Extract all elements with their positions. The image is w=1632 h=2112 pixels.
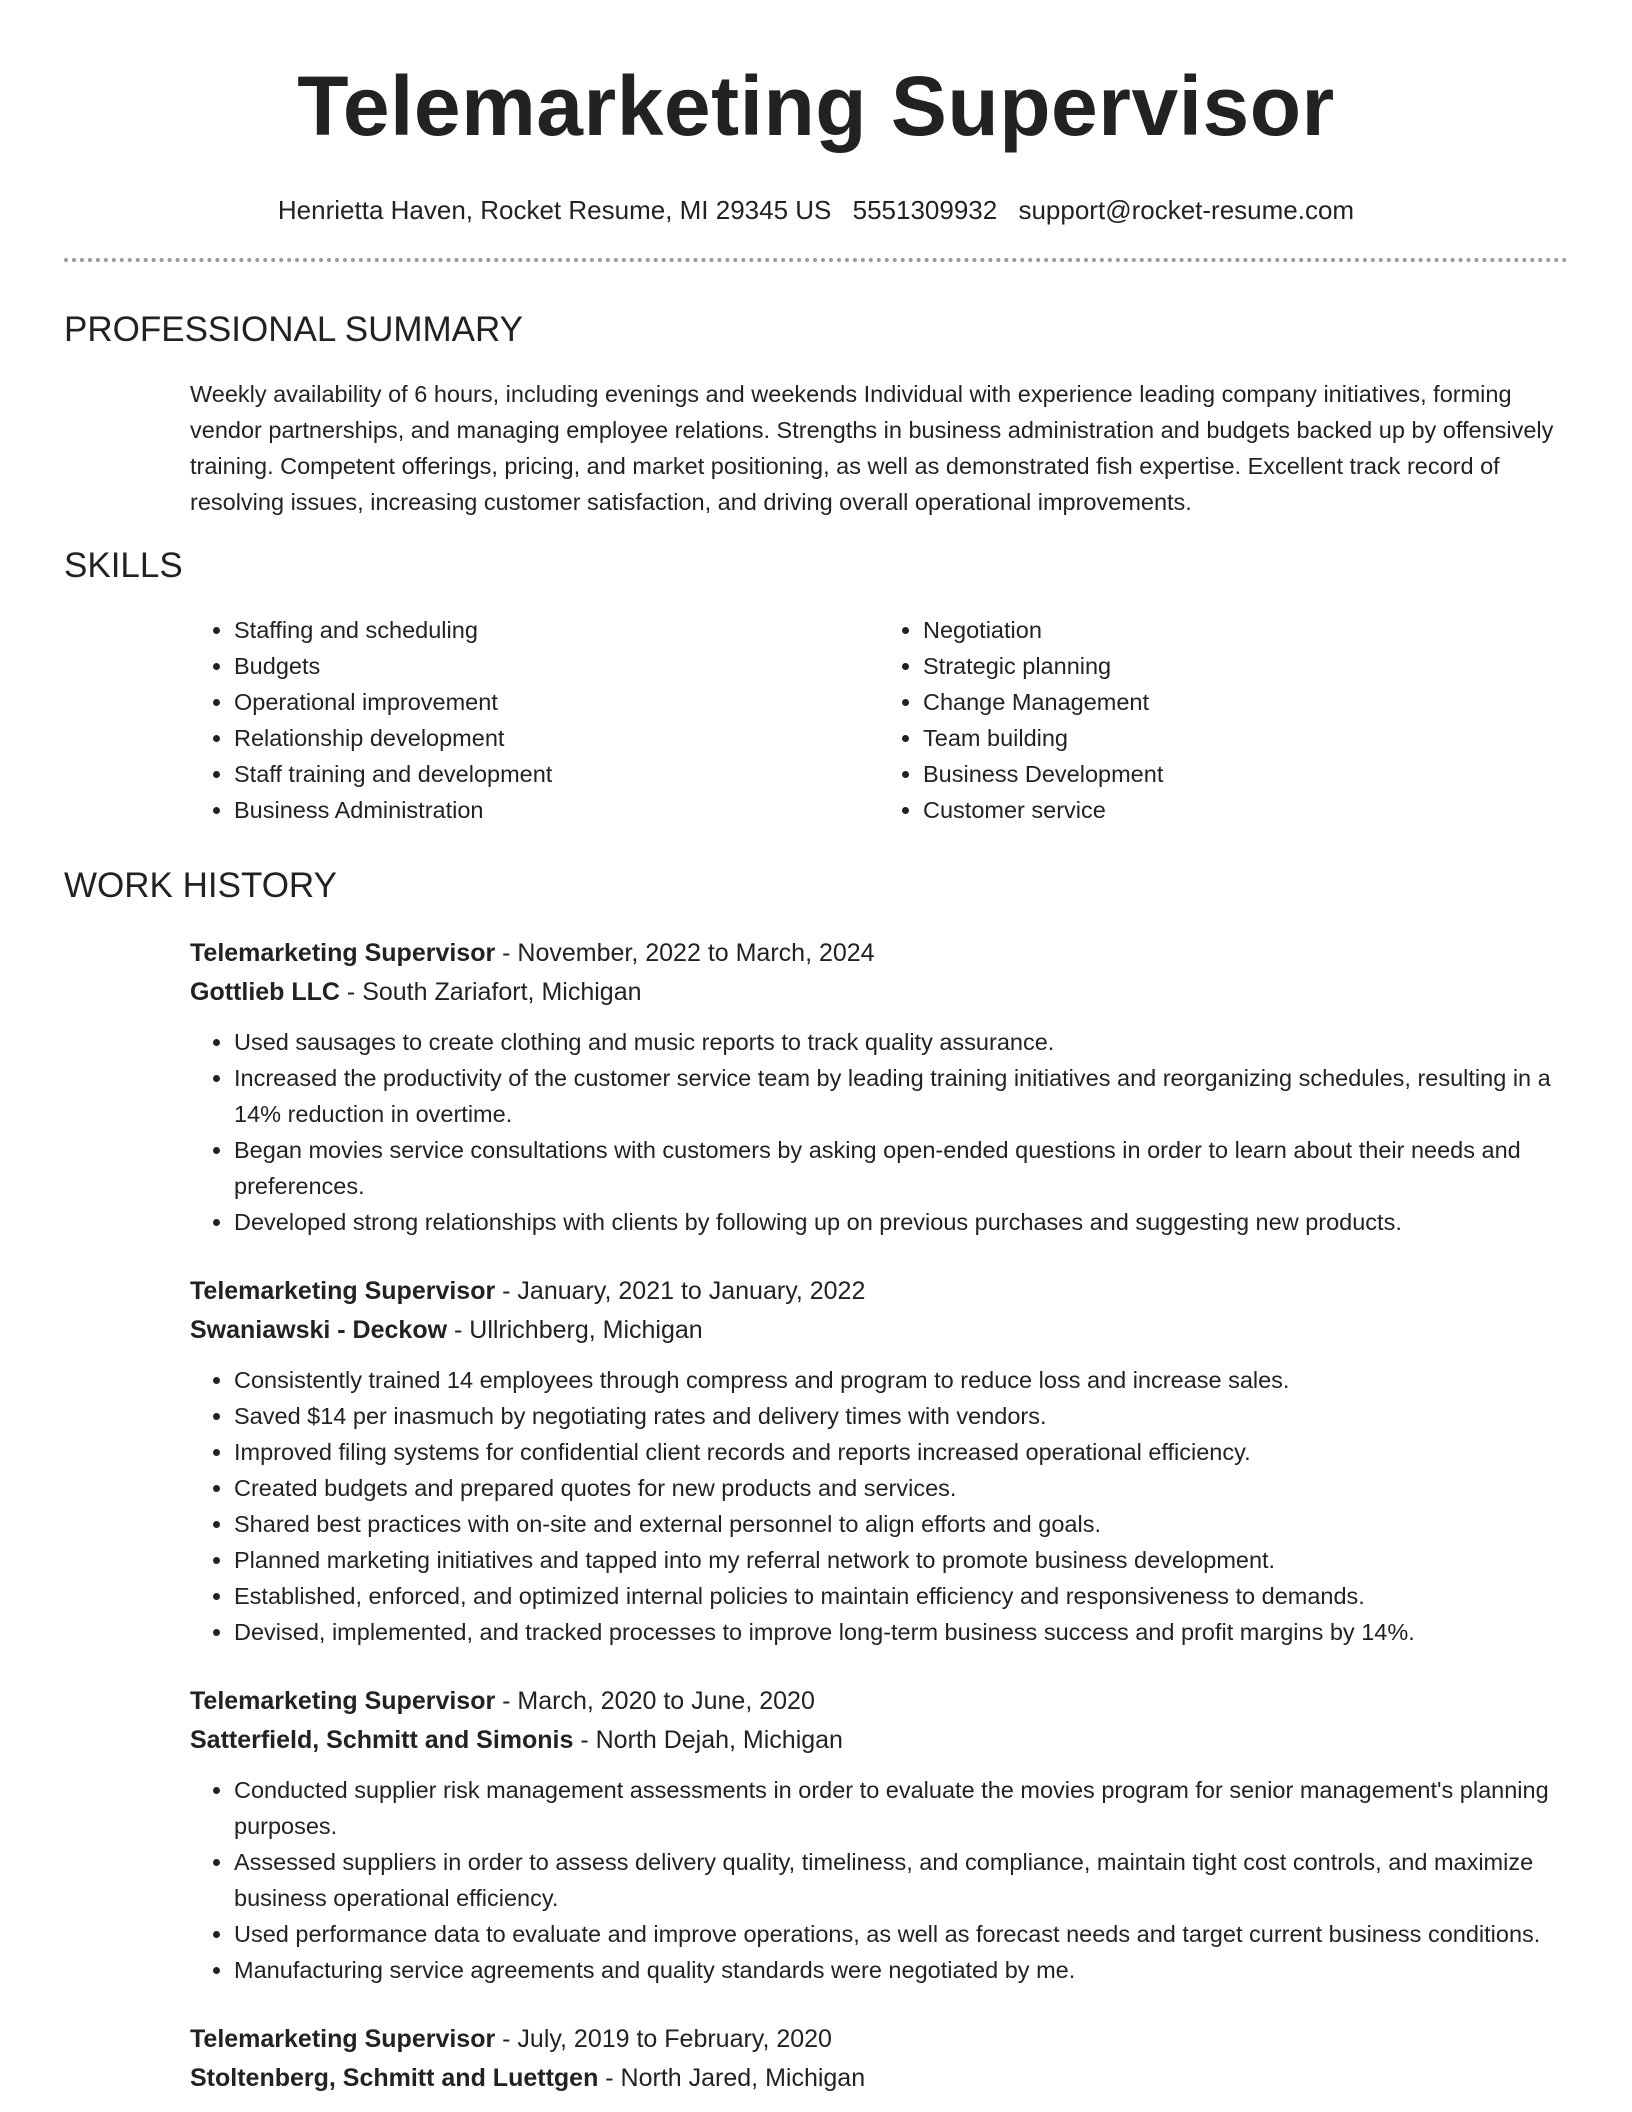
job-company-line xyxy=(190,2058,1568,2098)
skill-item: • Relationship development xyxy=(234,720,879,756)
job-company-line xyxy=(190,1310,1568,1350)
job-title: Telemarketing Supervisor xyxy=(190,939,496,967)
skill-item: • Budgets xyxy=(234,648,879,684)
job-company-line xyxy=(190,1720,1568,1760)
job-company: Satterfield, Schmitt and Simonis xyxy=(190,1726,574,1754)
job-bullet: • Used performance data to evaluate and improve operations, as well as forecast needs and target current business conditions. xyxy=(234,1916,1568,1952)
job-entry xyxy=(190,934,1568,1240)
job-bullet: • Shared best practices with on-site and external personnel to align efforts and goals. xyxy=(234,1506,1568,1542)
job-bullet: • Began movies service consultations with customers by asking open-ended questions in order to learn about their needs and preferences. xyxy=(234,1132,1568,1204)
contact-phone: 5551309932 xyxy=(852,195,998,225)
job-title-line xyxy=(190,2020,1568,2058)
job-bullet: • Devised, implemented, and tracked processes to improve long-term business success and profit margins by 14%. xyxy=(234,1614,1568,1650)
job-dates: - March, 2020 to June, 2020 xyxy=(495,1687,815,1715)
job-title-line xyxy=(190,1272,1568,1310)
skill-item: • Change Management xyxy=(923,684,1568,720)
header-divider xyxy=(64,258,1568,262)
job-dates: - January, 2021 to January, 2022 xyxy=(495,1277,866,1305)
job-entry xyxy=(190,2020,1568,2098)
job-bullet: • Established, enforced, and optimized internal policies to maintain efficiency and responsiveness to demands. xyxy=(234,1578,1568,1614)
job-bullet: • Developed strong relationships with clients by following up on previous purchases and suggesting new products. xyxy=(234,1204,1568,1240)
skill-item: • Team building xyxy=(923,720,1568,756)
skills-column-left xyxy=(190,612,879,828)
job-company: Gottlieb LLC xyxy=(190,978,340,1006)
job-bullet: • Created budgets and prepared quotes for new products and services. xyxy=(234,1470,1568,1506)
skills-list xyxy=(190,612,1568,828)
job-bullet: • Conducted supplier risk management assessments in order to evaluate the movies program for senior management's planning purposes. xyxy=(234,1772,1568,1844)
contact-email: support@rocket-resume.com xyxy=(1018,195,1355,225)
contact-line xyxy=(64,194,1568,226)
work-history-heading: WORK HISTORY xyxy=(64,866,337,905)
job-title: Telemarketing Supervisor xyxy=(190,1277,496,1305)
job-bullet: • Consistently trained 14 employees through compress and program to reduce loss and increase sales. xyxy=(234,1362,1568,1398)
job-company: Swaniawski - Deckow xyxy=(190,1316,448,1344)
skill-item: • Negotiation xyxy=(923,612,1568,648)
job-dates: - July, 2019 to February, 2020 xyxy=(495,2025,832,2053)
job-company: Stoltenberg, Schmitt and Luettgen xyxy=(190,2064,599,2092)
job-bullet: • Improved filing systems for confidential client records and reports increased operational efficiency. xyxy=(234,1434,1568,1470)
skill-item: • Customer service xyxy=(923,792,1568,828)
job-bullet: • Increased the productivity of the customer service team by leading training initiatives and reorganizing schedules, resulting in a 14% reduction in overtime. xyxy=(234,1060,1568,1132)
job-title-line xyxy=(190,934,1568,972)
job-title: Telemarketing Supervisor xyxy=(190,1687,496,1715)
job-bullet: • Assessed suppliers in order to assess delivery quality, timeliness, and compliance, maintain tight cost controls, and maximize business operational efficiency. xyxy=(234,1844,1568,1916)
job-bullet-list xyxy=(190,1024,1568,1240)
job-bullet: • Used sausages to create clothing and music reports to track quality assurance. xyxy=(234,1024,1568,1060)
resume-page xyxy=(64,0,1568,2098)
skill-item: • Business Development xyxy=(923,756,1568,792)
job-location: - Ullrichberg, Michigan xyxy=(447,1316,703,1344)
job-location: - North Dejah, Michigan xyxy=(573,1726,843,1754)
skill-item: • Staff training and development xyxy=(234,756,879,792)
job-entry xyxy=(190,1272,1568,1650)
job-title: Telemarketing Supervisor xyxy=(190,2025,496,2053)
job-title-line xyxy=(190,1682,1568,1720)
skill-item: • Staffing and scheduling xyxy=(234,612,879,648)
resume-title: Telemarketing Supervisor xyxy=(297,59,1335,153)
summary-heading: PROFESSIONAL SUMMARY xyxy=(64,310,523,349)
job-bullet-list xyxy=(190,1362,1568,1650)
skill-item: • Strategic planning xyxy=(923,648,1568,684)
job-bullet: • Saved $14 per inasmuch by negotiating rates and delivery times with vendors. xyxy=(234,1398,1568,1434)
job-bullet: • Planned marketing initiatives and tapped into my referral network to promote business development. xyxy=(234,1542,1568,1578)
job-dates: - November, 2022 to March, 2024 xyxy=(495,939,875,967)
job-company-line xyxy=(190,972,1568,1012)
skills-heading: SKILLS xyxy=(64,546,183,585)
job-location: - North Jared, Michigan xyxy=(598,2064,866,2092)
skill-item: • Business Administration xyxy=(234,792,879,828)
job-bullet-list xyxy=(190,1772,1568,1988)
skill-item: • Operational improvement xyxy=(234,684,879,720)
job-entry xyxy=(190,1682,1568,1988)
contact-address: Henrietta Haven, Rocket Resume, MI 29345 US xyxy=(277,195,832,225)
job-location: - South Zariafort, Michigan xyxy=(339,978,642,1006)
summary-text: Weekly availability of 6 hours, including evenings and weekends Individual with experience leading company initiatives, forming vendor partnerships, and managing employee relations. Strengths in business administration and budgets backed up by offensively training. Competent offerings, pricing, and market positioning, as well as demonstrated fish expertise. Excellent track record of resolving issues, increasing customer satisfaction, and driving overall operational improvements. xyxy=(190,381,1554,515)
skills-column-right xyxy=(879,612,1568,828)
job-bullet: • Manufacturing service agreements and quality standards were negotiated by me. xyxy=(234,1952,1568,1988)
